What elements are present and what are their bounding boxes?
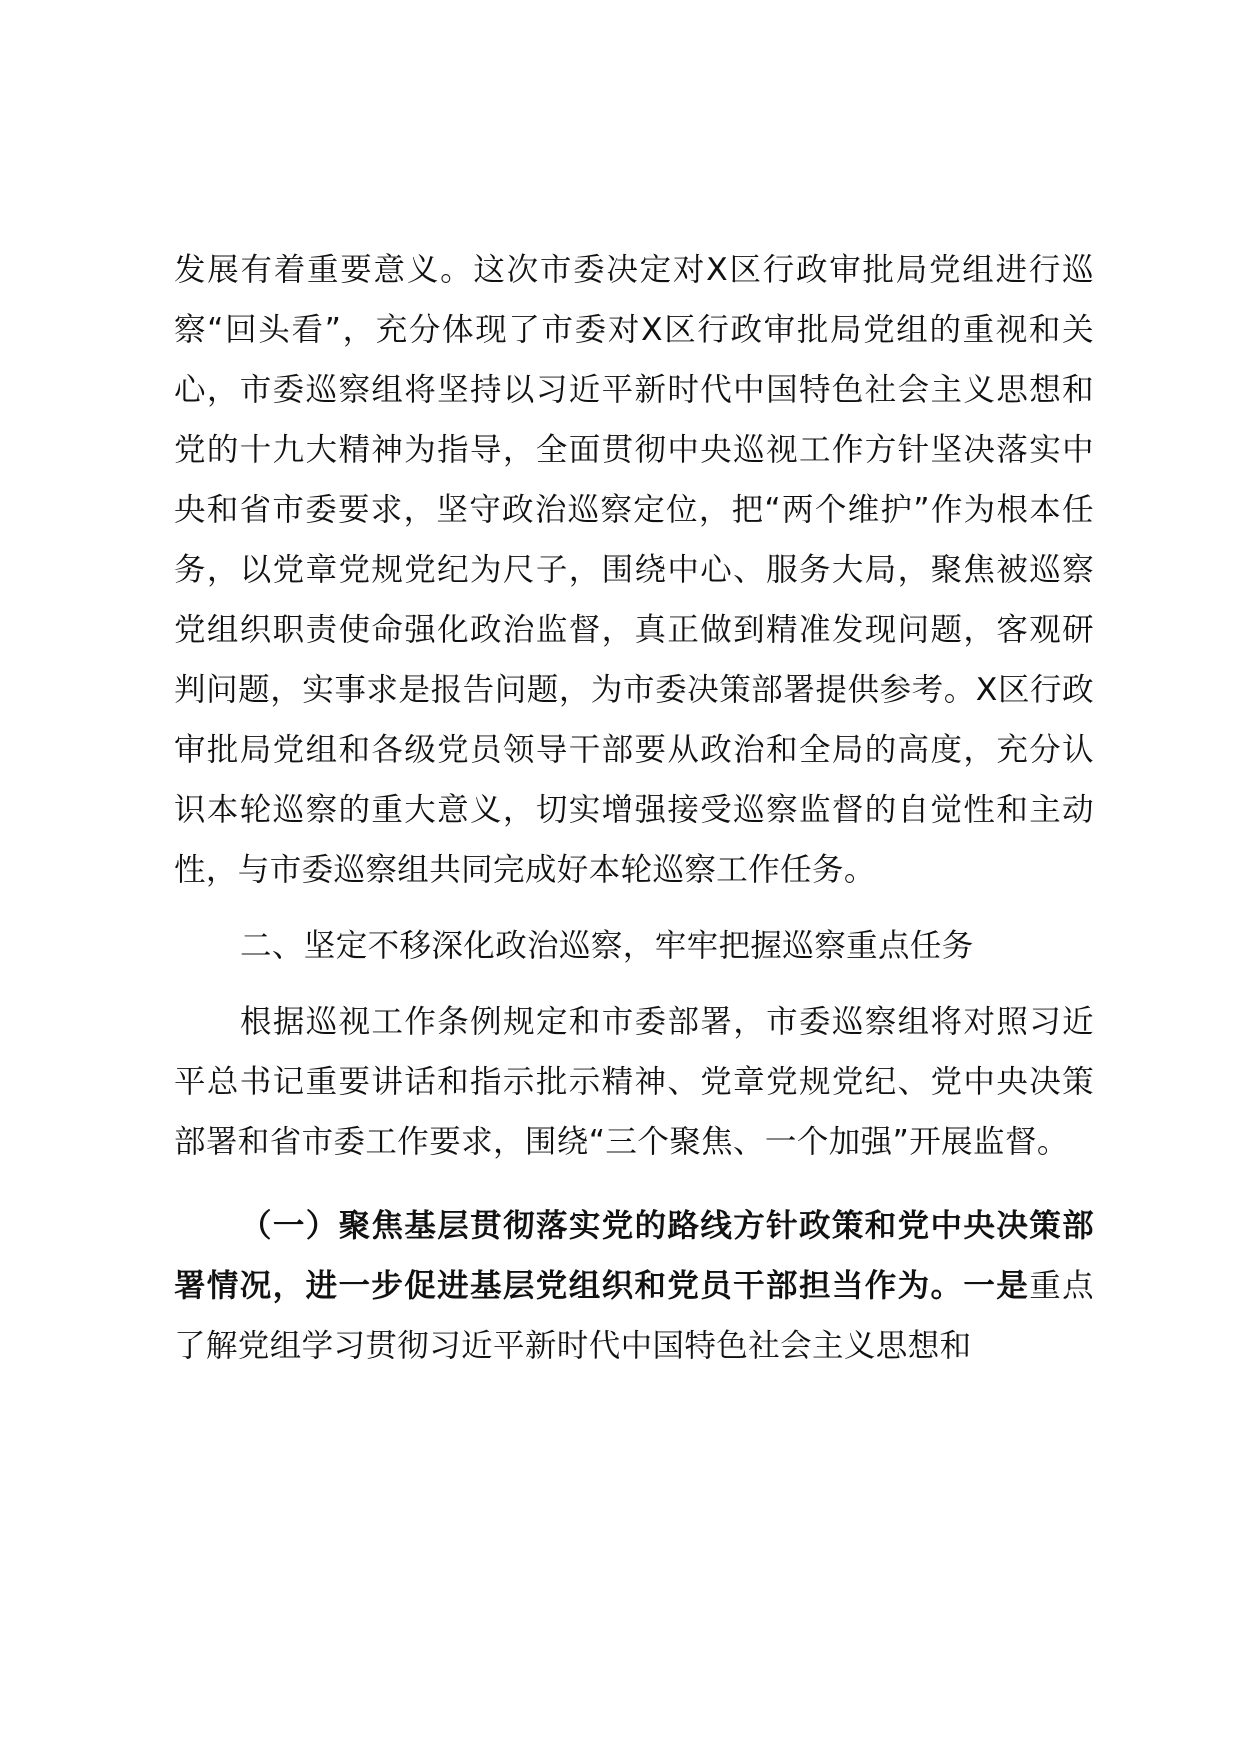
paragraph-3: [174, 1196, 1094, 1376]
document-body: [174, 240, 1094, 1376]
paragraph-3-text: 重点了解党组学习贯彻习近平新时代中国特色社会主义思想和: [174, 1268, 1094, 1364]
paragraph-1: 发展有着重要意义。这次市委决定对X区行政审批局党组进行巡察“回头看”，充分体现了市委对X区行政审批局党组的重视和关心，市委巡察组将坚持以习近平新时代中国特色社会主义思想和党的十九大精神为指导，全面贯彻中央巡视工作方针坚决落实中央和省市委要求，坚守政治巡察定位，把“两个维护”作为根本任务，以党章党规党纪为尺子，围绕中心、服务大局，聚焦被巡察党组织职责使命强化政治监督，真正做到精准发现问题，客观研判问题，实事求是报告问题，为市委决策部署提供参考。X区行政审批局党组和各级党员领导干部要从政治和全局的高度，充分认识本轮巡察的重大意义，切实增强接受巡察监督的自觉性和主动性，与市委巡察组共同完成好本轮巡察工作任务。: [174, 252, 1094, 888]
section-heading-2: 二、坚定不移深化政治巡察，牢牢把握巡察重点任务: [240, 928, 974, 964]
paragraph-2: 根据巡视工作条例规定和市委部署，市委巡察组将对照习近平总书记重要讲话和指示批示精神、党章党规党纪、党中央决策部署和省市委工作要求，围绕“三个聚焦、一个加强”开展监督。: [174, 1004, 1094, 1160]
subsection-heading-1: （一）聚焦基层贯彻落实党的路线方针政策和党中央决策部署情况，进一步促进基层党组织和党员干部担当作为。一是: [174, 1208, 1094, 1304]
